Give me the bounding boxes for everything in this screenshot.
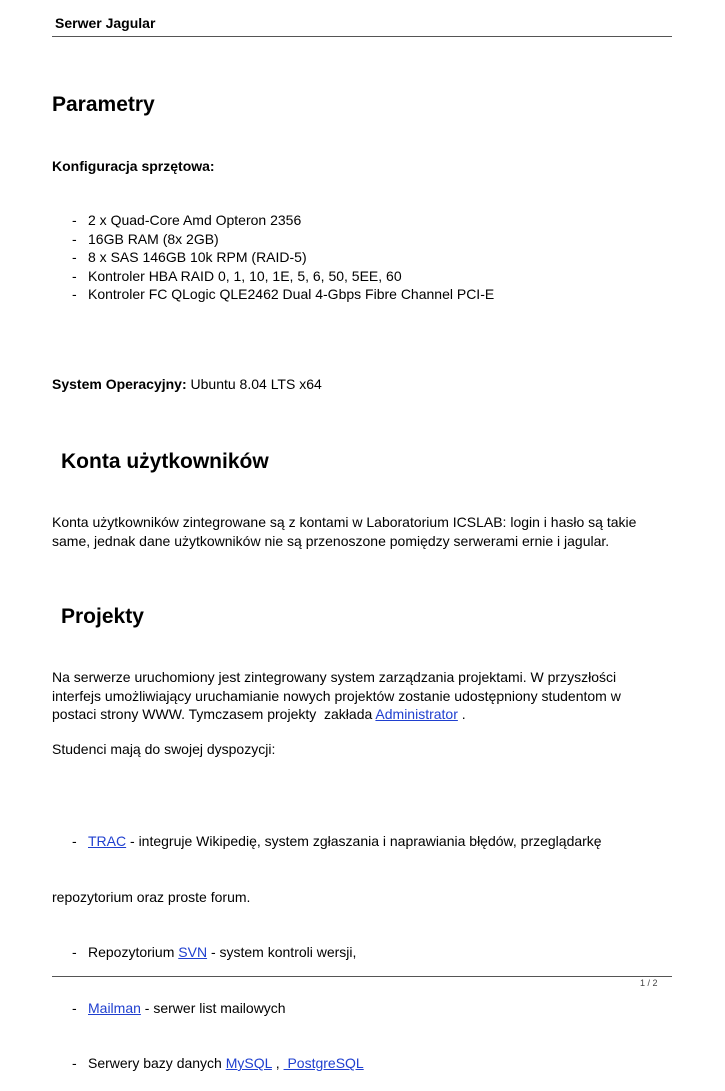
list-item: - Serwery bazy danych MySQL , PostgreSQL — [72, 1055, 364, 1071]
tools-list — [52, 795, 602, 1091]
accounts-paragraph: Konta użytkowników zintegrowane są z kontami w Laboratorium ICSLAB: login i hasło są takie same, jednak dane użytkowników nie są przenoszone pomiędzy serwerami ernie i jagular. — [52, 514, 637, 549]
list-item: - 8 x SAS 146GB 10k RPM (RAID-5) — [72, 249, 307, 265]
heading-parametry: Parametry — [52, 93, 155, 116]
document-header-title: Serwer Jagular — [55, 15, 156, 31]
mysql-link[interactable]: MySQL — [225, 1055, 272, 1071]
mailman-link[interactable]: Mailman — [88, 999, 141, 1016]
heading-projekty: Projekty — [61, 605, 144, 628]
hardware-list — [72, 211, 494, 304]
footer-divider — [52, 976, 672, 977]
list-item: - 16GB RAM (8x 2GB) — [72, 230, 219, 247]
os-value: Ubuntu 8.04 LTS x64 — [190, 376, 322, 392]
list-item: - Repozytorium SVN - system kontroli wersji, — [72, 944, 357, 960]
page-number: 1 / 2 — [640, 978, 658, 988]
os-label: System Operacyjny: — [52, 376, 187, 392]
hardware-config-label: Konfiguracja sprzętowa: — [52, 158, 215, 174]
svn-link[interactable]: SVN — [178, 944, 208, 960]
students-intro: Studenci mają do swojej dyspozycji: — [52, 741, 276, 757]
list-item: - Kontroler HBA RAID 0, 1, 10, 1E, 5, 6, 50, 5EE, 60 — [72, 267, 402, 284]
list-item: - 2 x Quad-Core Amd Opteron 2356 — [72, 212, 302, 228]
heading-konta-uzytkownikow: Konta użytkowników — [61, 450, 269, 473]
list-item: - Mailman - serwer list mailowych — [72, 999, 286, 1016]
header-divider — [52, 36, 672, 37]
administrator-link[interactable]: Administrator — [375, 706, 458, 722]
list-item: - Kontroler FC QLogic QLE2462 Dual 4-Gbps Fibre Channel PCI-E — [72, 286, 495, 302]
postgresql-link[interactable]: PostgreSQL — [283, 1055, 364, 1071]
projects-paragraph: Na serwerze uruchomiony jest zintegrowany system zarządzania projektami. W przyszłości interfejs umożliwiający uruchamianie nowych projektów zostanie udostępniony studentom w postaci strony WWW. Tymczasem projekty zakłada Administrator . — [52, 669, 621, 722]
list-item: - TRAC - integruje Wikipedię, system zgłaszania i naprawiania błędów, przeglądarkę — [72, 833, 602, 849]
operating-system-line — [52, 375, 322, 394]
trac-link[interactable]: TRAC — [88, 833, 127, 849]
list-item-continuation: repozytorium oraz proste forum. — [52, 888, 251, 905]
